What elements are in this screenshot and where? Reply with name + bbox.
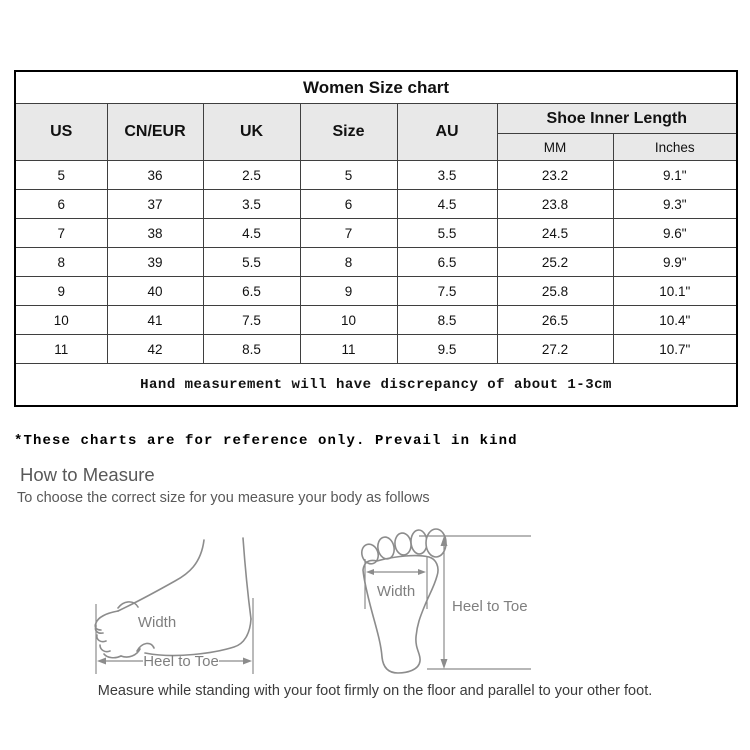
table-cell: 42	[107, 335, 203, 364]
table-title: Women Size chart	[15, 71, 737, 104]
table-cell: 10.1"	[613, 277, 737, 306]
table-footnote: Hand measurement will have discrepancy of about 1-3cm	[15, 364, 737, 407]
toe-4-icon	[410, 530, 427, 555]
table-row	[15, 277, 737, 306]
col-header-au: AU	[397, 104, 497, 161]
how-to-measure-subheading: To choose the correct size for you measure your body as follows	[17, 490, 430, 506]
arrowhead-left-icon	[97, 658, 106, 665]
col-header-shoe-inner-length: Shoe Inner Length	[497, 104, 737, 134]
table-row	[15, 248, 737, 277]
table-cell: 5.5	[203, 248, 300, 277]
table-cell: 25.2	[497, 248, 613, 277]
table-cell: 9	[15, 277, 107, 306]
width-arrowhead-right-icon	[418, 569, 426, 575]
toe-3-icon	[394, 532, 413, 556]
table-cell: 5	[300, 161, 397, 190]
table-cell: 6	[15, 190, 107, 219]
table-cell: 27.2	[497, 335, 613, 364]
table-cell: 24.5	[497, 219, 613, 248]
table-cell: 9.1"	[613, 161, 737, 190]
table-row	[15, 306, 737, 335]
table-row	[15, 335, 737, 364]
table-cell: 40	[107, 277, 203, 306]
table-body	[15, 161, 737, 364]
table-cell: 6	[300, 190, 397, 219]
table-cell: 26.5	[497, 306, 613, 335]
table-cell: 9.5	[397, 335, 497, 364]
col-header-inches: Inches	[613, 134, 737, 161]
table-cell: 9.9"	[613, 248, 737, 277]
foot-top-view-diagram	[355, 523, 537, 679]
women-size-table	[14, 70, 738, 407]
measure-caption: Measure while standing with your foot firmly on the floor and parallel to your other foot.	[97, 683, 653, 699]
table-cell: 23.8	[497, 190, 613, 219]
table-cell: 5	[15, 161, 107, 190]
table-cell: 9	[300, 277, 397, 306]
arrowhead-right-icon	[243, 658, 252, 665]
col-header-size: Size	[300, 104, 397, 161]
col-header-uk: UK	[203, 104, 300, 161]
col-header-mm: MM	[497, 134, 613, 161]
vertical-arrowhead-down-icon	[441, 659, 448, 669]
table-cell: 8	[15, 248, 107, 277]
side-width-label: Width	[137, 614, 177, 631]
reference-note: *These charts are for reference only. Prevail in kind	[14, 433, 518, 449]
table-row	[15, 219, 737, 248]
table-cell: 8.5	[397, 306, 497, 335]
table-cell: 11	[15, 335, 107, 364]
table-row	[15, 161, 737, 190]
side-heel-to-toe-label: Heel to Toe	[143, 653, 219, 670]
foot-side-view-diagram	[85, 518, 265, 680]
table-cell: 9.6"	[613, 219, 737, 248]
table-cell: 7.5	[397, 277, 497, 306]
table-cell: 7	[15, 219, 107, 248]
table-footer-row	[15, 364, 737, 407]
foot-side-toe-curls	[95, 611, 121, 658]
table-header-row	[15, 104, 737, 134]
top-heel-to-toe-label: Heel to Toe	[452, 598, 528, 615]
col-header-cn-eur: CN/EUR	[107, 104, 203, 161]
table-cell: 2.5	[203, 161, 300, 190]
table-cell: 11	[300, 335, 397, 364]
table-title-row	[15, 71, 737, 104]
table-cell: 9.3"	[613, 190, 737, 219]
how-to-measure-heading: How to Measure	[20, 464, 155, 485]
table-cell: 3.5	[397, 161, 497, 190]
table-cell: 23.2	[497, 161, 613, 190]
table-cell: 10	[300, 306, 397, 335]
foot-side-leg-front	[118, 540, 204, 611]
table-cell: 7	[300, 219, 397, 248]
table-cell: 7.5	[203, 306, 300, 335]
table-cell: 39	[107, 248, 203, 277]
table-cell: 36	[107, 161, 203, 190]
table-cell: 4.5	[203, 219, 300, 248]
table-cell: 3.5	[203, 190, 300, 219]
foot-side-ankle-arc	[118, 602, 138, 608]
table-cell: 25.8	[497, 277, 613, 306]
table-cell: 4.5	[397, 190, 497, 219]
table-cell: 10	[15, 306, 107, 335]
table-cell: 41	[107, 306, 203, 335]
table-cell: 10.7"	[613, 335, 737, 364]
foot-side-leg-back	[243, 538, 251, 619]
table-cell: 5.5	[397, 219, 497, 248]
table-cell: 6.5	[203, 277, 300, 306]
table-cell: 10.4"	[613, 306, 737, 335]
table-cell: 38	[107, 219, 203, 248]
col-header-us: US	[15, 104, 107, 161]
table-cell: 8.5	[203, 335, 300, 364]
table-cell: 37	[107, 190, 203, 219]
table-cell: 6.5	[397, 248, 497, 277]
table-cell: 8	[300, 248, 397, 277]
top-width-label: Width	[376, 583, 416, 600]
table-row	[15, 190, 737, 219]
